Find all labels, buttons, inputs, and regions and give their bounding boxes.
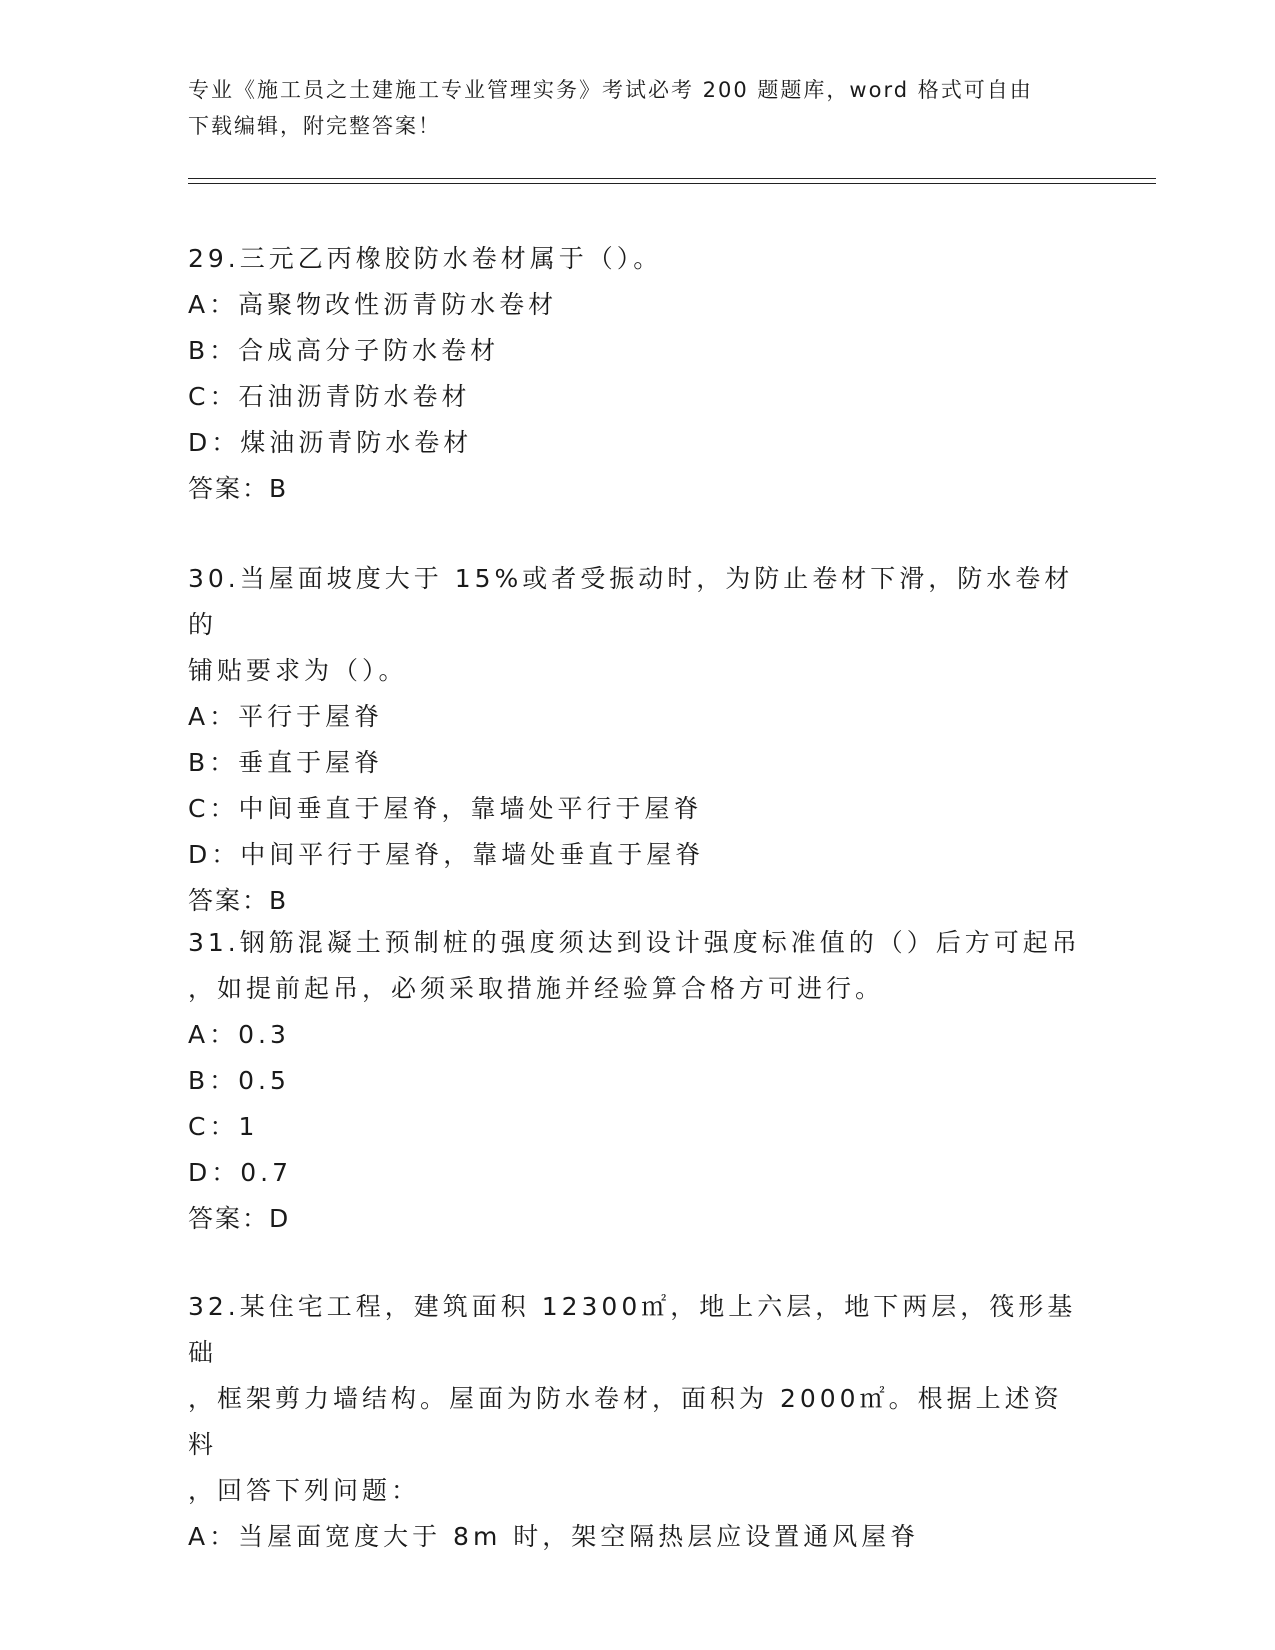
header-divider-bottom (188, 183, 1156, 184)
option-c: C：中间垂直于屋脊，靠墙处平行于屋脊 (188, 794, 703, 823)
header-line-2: 下载编辑，附完整答案！ (188, 114, 441, 138)
option-c: C：石油沥青防水卷材 (188, 382, 471, 411)
question-stem-line-1: 31.钢筋混凝土预制桩的强度须达到设计强度标准值的（）后方可起吊 (188, 928, 1081, 957)
question-stem-line-1: 32.某住宅工程，建筑面积 12300㎡，地上六层，地下两层，筏形基础 (188, 1292, 1077, 1367)
option-d: D：中间平行于屋脊，靠墙处垂直于屋脊 (188, 840, 705, 869)
question-32 (188, 1284, 1088, 1560)
option-a: A：高聚物改性沥青防水卷材 (188, 290, 558, 319)
answer: 答案：B (188, 886, 289, 915)
question-stem: 29.三元乙丙橡胶防水卷材属于（）。 (188, 244, 663, 273)
option-a: A：平行于屋脊 (188, 702, 384, 731)
question-stem-line-3: ，回答下列问题： (188, 1476, 421, 1505)
question-stem-line-2: ，框架剪力墙结构。屋面为防水卷材，面积为 2000㎡。根据上述资料 (188, 1384, 1063, 1459)
header-divider-top (188, 178, 1156, 179)
document-header (188, 72, 1088, 144)
question-30 (188, 556, 1088, 924)
answer: 答案：B (188, 474, 289, 503)
question-29 (188, 236, 1088, 512)
option-b: B：合成高分子防水卷材 (188, 336, 500, 365)
answer: 答案：D (188, 1204, 291, 1233)
option-d: D：煤油沥青防水卷材 (188, 428, 473, 457)
header-line-1: 专业《施工员之土建施工专业管理实务》考试必考 200 题题库，word 格式可自由 (188, 78, 1033, 102)
option-c: C：1 (188, 1112, 259, 1141)
question-31 (188, 920, 1088, 1242)
question-stem-line-2: ，如提前起吊，必须采取措施并经验算合格方可进行。 (188, 974, 885, 1003)
option-d: D：0.7 (188, 1158, 293, 1187)
question-stem-line-2: 铺贴要求为（）。 (188, 656, 408, 685)
option-b: B：垂直于屋脊 (188, 748, 384, 777)
option-b: B：0.5 (188, 1066, 290, 1095)
option-a: A：0.3 (188, 1020, 290, 1049)
question-stem-line-1: 30.当屋面坡度大于 15%或者受振动时，为防止卷材下滑，防水卷材的 (188, 564, 1074, 639)
option-a: A：当屋面宽度大于 8m 时，架空隔热层应设置通风屋脊 (188, 1522, 920, 1551)
